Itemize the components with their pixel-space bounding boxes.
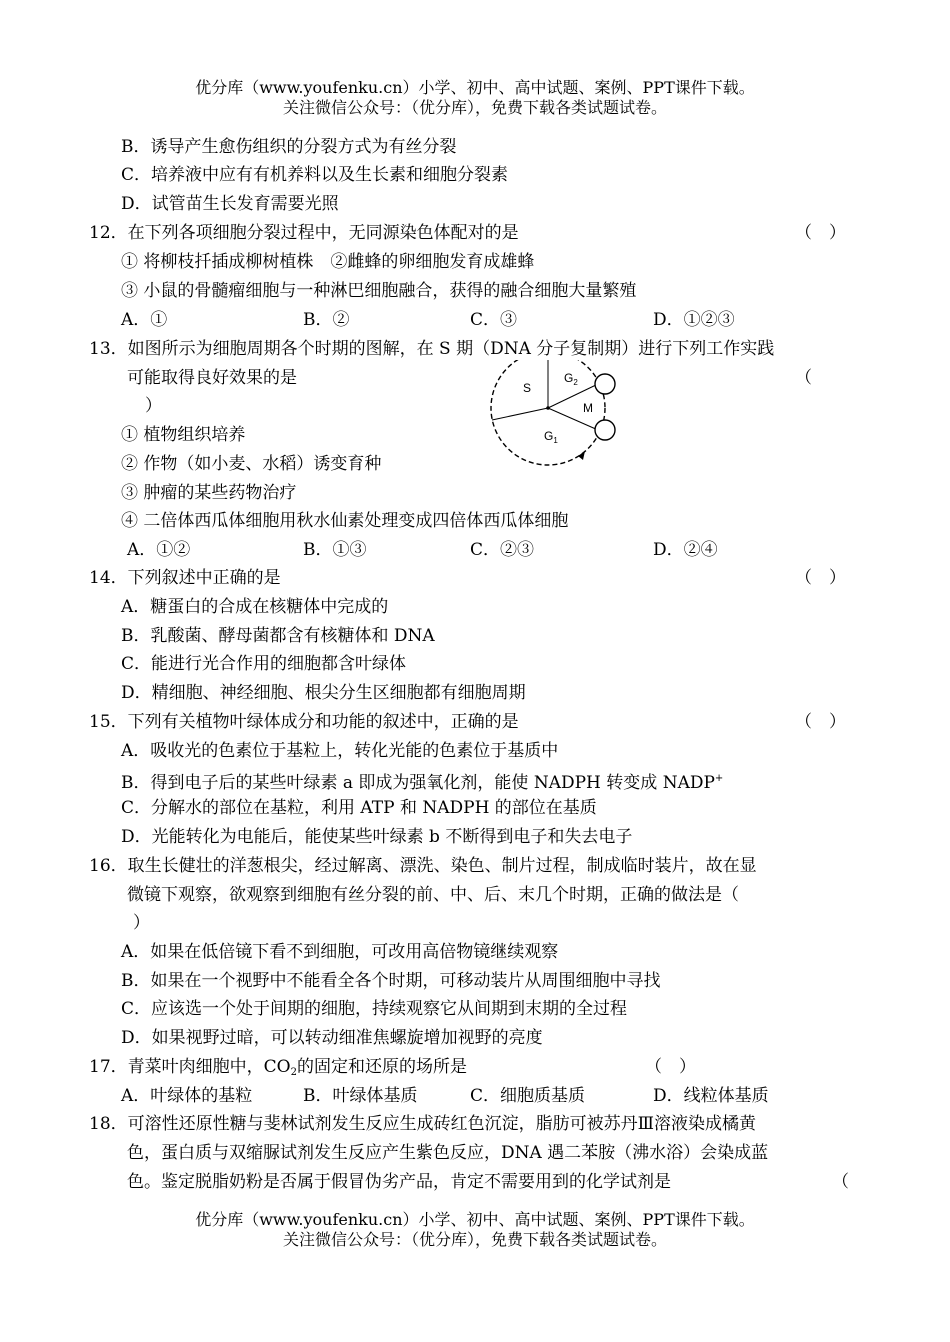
cycle-arrow-icon bbox=[578, 451, 585, 460]
q13-stem-line-1: 13．如图所示为细胞周期各个时期的图解，在 S 期（DNA 分子复制期）进行下列工作实践 bbox=[89, 339, 775, 359]
q17-option-a: A．叶绿体的基粒 bbox=[121, 1086, 253, 1106]
q14-answer-blank: （ ） bbox=[795, 568, 846, 588]
q13-item-1: ① 植物组织培养 bbox=[121, 425, 246, 445]
q15-option-b: B．得到电子后的某些叶绿素 a 即成为强氧化剂，能使 NADPH 转变成 NADP+ bbox=[121, 773, 724, 793]
q17-option-b: B．叶绿体基质 bbox=[303, 1086, 418, 1106]
q15-option-a: A．吸收光的色素位于基粒上，转化光能的色素位于基质中 bbox=[121, 741, 559, 761]
q16-option-a: A．如果在低倍镜下看不到细胞，可改用高倍物镜继续观察 bbox=[121, 942, 559, 962]
q15-stem: 15．下列有关植物叶绿体成分和功能的叙述中，正确的是 bbox=[89, 712, 519, 732]
q13-option-a: A．①② bbox=[127, 540, 191, 560]
q16-stem-line-1: 16．取生长健壮的洋葱根尖，经过解离、漂洗、染色、制片过程，制成临时装片，故在显 bbox=[89, 856, 757, 876]
q11-option-d: D．试管苗生长发育需要光照 bbox=[121, 194, 339, 214]
q18-stem-line-2: 色，蛋白质与双缩脲试剂发生反应产生紫色反应，DNA 遇二苯胺（沸水浴）会染成蓝 bbox=[127, 1143, 769, 1163]
q18-paren-open: （ bbox=[832, 1172, 849, 1192]
q15-option-d: D．光能转化为电能后，能使某些叶绿素 b 不断得到电子和失去电子 bbox=[121, 827, 633, 847]
header-line-1: 优分库（www.youfenku.cn）小学、初中、高中试题、案例、PPT课件下载。 bbox=[195, 78, 755, 97]
q12-option-c: C．③ bbox=[470, 310, 518, 330]
q14-option-a: A．糖蛋白的合成在核糖体中完成的 bbox=[121, 597, 389, 617]
q13-option-b: B．①③ bbox=[303, 540, 367, 560]
q17-stem: 17．青菜叶肉细胞中，$CO_2$的固定和还原的场所是 bbox=[89, 1057, 467, 1078]
q13-option-c: C．②③ bbox=[470, 540, 535, 560]
q12-item-1: ① 将柳枝扦插成柳树植株 ②雌蜂的卵细胞发育成雄蜂 bbox=[121, 252, 535, 272]
q11-option-c: C．培养液中应有有机养料以及生长素和细胞分裂素 bbox=[121, 165, 509, 185]
q12-option-a: A．① bbox=[121, 310, 168, 330]
q13-item-4: ④ 二倍体西瓜体细胞用秋水仙素处理变成四倍体西瓜体细胞 bbox=[121, 511, 569, 531]
q14-stem: 14．下列叙述中正确的是 bbox=[89, 568, 281, 588]
q14-option-d: D．精细胞、神经细胞、根尖分生区细胞都有细胞周期 bbox=[121, 683, 526, 703]
label-s: S bbox=[523, 381, 532, 395]
footer-line-2: 关注微信公众号：（优分库），免费下载各类试题试卷。 bbox=[282, 1230, 667, 1249]
q15-option-c: C．分解水的部位在基粒，利用 ATP 和 NADPH 的部位在基质 bbox=[121, 798, 597, 818]
label-m: M bbox=[583, 401, 593, 415]
q13-stem-line-2: 可能取得良好效果的是 bbox=[127, 368, 297, 388]
label-g2: $G_2$ bbox=[564, 371, 578, 387]
q16-option-b: B．如果在一个视野中不能看全各个时期，可移动装片从周围细胞中寻找 bbox=[121, 971, 661, 991]
q12-answer-blank: （ ） bbox=[795, 223, 846, 243]
q14-option-c: C．能进行光合作用的细胞都含叶绿体 bbox=[121, 654, 407, 674]
q17-answer-blank: （ ） bbox=[645, 1057, 696, 1077]
q16-stem-line-2: 微镜下观察，欲观察到细胞有丝分裂的前、中、后、末几个时期，正确的做法是（ bbox=[127, 885, 739, 905]
q18-stem-line-3: 色。鉴定脱脂奶粉是否属于假冒伪劣产品，肯定不需要用到的化学试剂是 bbox=[127, 1172, 671, 1192]
q13-option-d: D．②④ bbox=[653, 540, 718, 560]
footer-line-1: 优分库（www.youfenku.cn）小学、初中、高中试题、案例、PPT课件下载。 bbox=[195, 1210, 755, 1229]
q14-option-b: B．乳酸菌、酵母菌都含有核糖体和 DNA bbox=[121, 626, 435, 646]
cell-cycle-diagram bbox=[488, 360, 618, 472]
q12-item-3: ③ 小鼠的骨髓瘤细胞与一种淋巴细胞融合，获得的融合细胞大量繁殖 bbox=[121, 281, 637, 301]
q16-stem-line-3: ） bbox=[133, 913, 150, 933]
q13-paren-open: （ bbox=[795, 368, 812, 388]
q12-option-b: B．② bbox=[303, 310, 350, 330]
q16-option-d: D．如果视野过暗，可以转动细准焦螺旋增加视野的亮度 bbox=[121, 1028, 543, 1048]
q17-option-d: D．线粒体基质 bbox=[653, 1086, 769, 1106]
header-line-2: 关注微信公众号：（优分库），免费下载各类试题试卷。 bbox=[282, 98, 667, 117]
q17-option-c: C．细胞质基质 bbox=[470, 1086, 586, 1106]
q16-option-c: C．应该选一个处于间期的细胞，持续观察它从间期到末期的全过程 bbox=[121, 999, 628, 1019]
q12-option-d: D．①②③ bbox=[653, 310, 735, 330]
q13-paren-close: ） bbox=[145, 396, 162, 416]
q12-stem: 12．在下列各项细胞分裂过程中，无同源染色体配对的是 bbox=[89, 223, 519, 243]
q15-answer-blank: （ ） bbox=[795, 712, 846, 732]
q18-stem-line-1: 18．可溶性还原性糖与斐林试剂发生反应生成砖红色沉淀，脂肪可被苏丹Ⅲ溶液染成橘黄 bbox=[89, 1114, 757, 1134]
q13-item-3: ③ 肿瘤的某些药物治疗 bbox=[121, 483, 297, 503]
cycle-center bbox=[546, 406, 550, 410]
cell-bubble-top bbox=[595, 374, 615, 394]
divider-s-g1 bbox=[492, 408, 548, 420]
cell-bubble-bottom bbox=[595, 420, 615, 440]
q13-item-2: ② 作物（如小麦、水稻）诱变育种 bbox=[121, 454, 382, 474]
q11-option-b: B．诱导产生愈伤组织的分裂方式为有丝分裂 bbox=[121, 137, 457, 157]
label-g1: $G_1$ bbox=[544, 429, 558, 445]
